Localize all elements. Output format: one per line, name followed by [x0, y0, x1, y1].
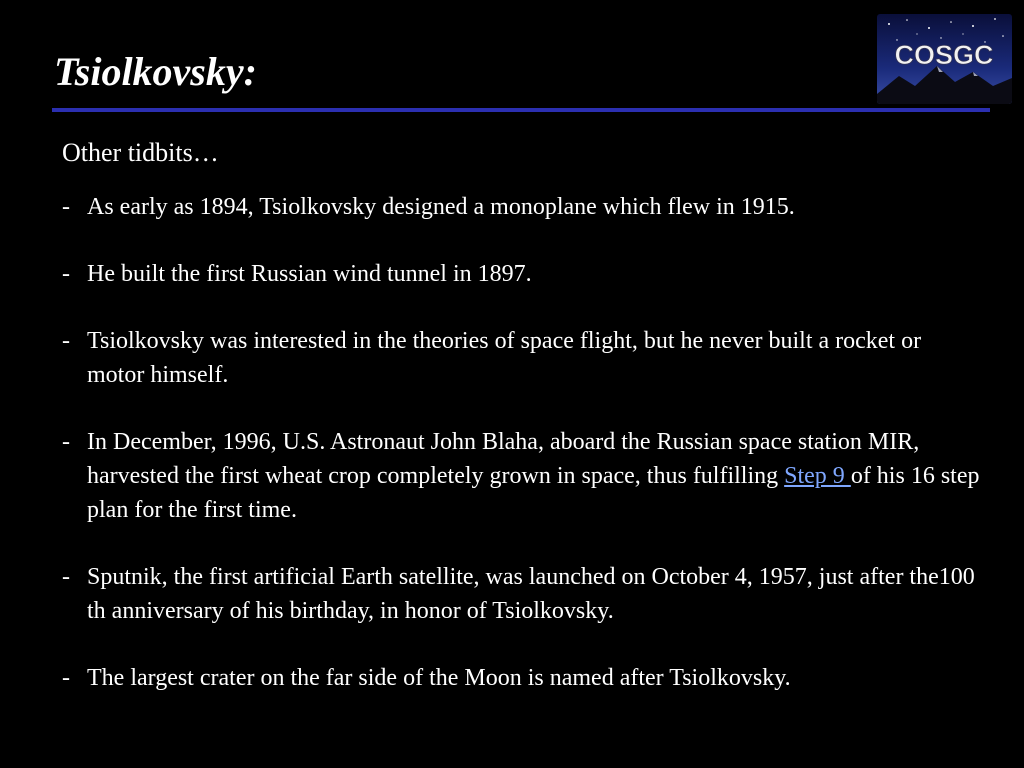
step-9-link[interactable]: Step 9 — [784, 463, 851, 489]
bullet-dash: - — [62, 564, 70, 590]
bullet-dash: - — [62, 261, 70, 287]
list-item — [62, 257, 982, 291]
bullet-dash: - — [62, 328, 70, 354]
bullet-dash: - — [62, 429, 70, 455]
list-item — [62, 190, 982, 224]
cosgc-logo-graphic — [877, 14, 1012, 104]
bullet-text: He built the first Russian wind tunnel in 1897. — [87, 261, 532, 287]
bullet-text: The largest crater on the far side of the Moon is named after Tsiolkovsky. — [87, 665, 791, 691]
bullet-text: Tsiolkovsky was interested in the theories of space flight, but he never built a rocket or motor himself. — [87, 328, 922, 388]
logo-text: COSGC — [894, 40, 994, 70]
subheading: Other tidbits… — [62, 138, 219, 167]
bullet-text: As early as 1894, Tsiolkovsky designed a monoplane which flew in 1915. — [87, 194, 795, 220]
list-item — [62, 560, 982, 628]
bullet-dash: - — [62, 665, 70, 691]
bullet-text: Sputnik, the first artificial Earth satellite, was launched on October 4, 1957, just after the100 th anniversary of his birthday, in honor of Tsiolkovsky. — [87, 564, 975, 624]
title-underline-divider — [52, 108, 990, 112]
bullet-list — [62, 190, 982, 728]
cosgc-logo — [877, 14, 1012, 104]
bullet-text-after-link: of his 16 step plan for the first time. — [87, 463, 980, 523]
bullet-dash: - — [62, 194, 70, 220]
list-item — [62, 425, 982, 527]
bullet-text-before-link: In December, 1996, U.S. Astronaut John Blaha, aboard the Russian space station MIR, harvested the first wheat crop completely grown in space, thus fulfilling — [87, 429, 920, 489]
slide-title: Tsiolkovsky: — [54, 49, 257, 94]
list-item — [62, 661, 982, 695]
list-item — [62, 324, 982, 392]
